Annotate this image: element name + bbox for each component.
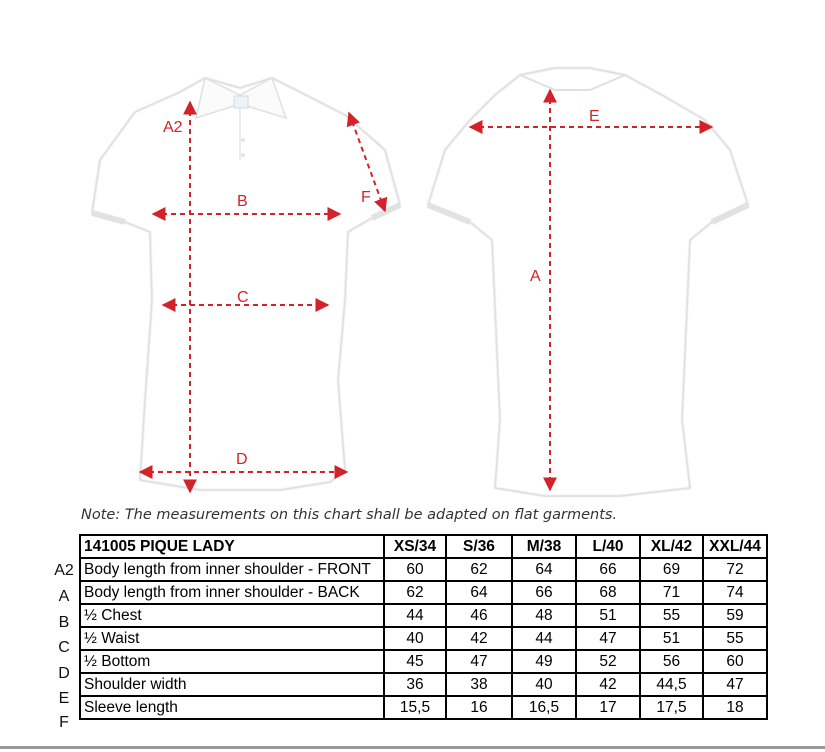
size-value: 48 (512, 604, 576, 627)
size-value: 66 (512, 581, 576, 604)
table-row (80, 581, 767, 604)
label-b: B (237, 193, 248, 210)
size-value: 64 (446, 581, 512, 604)
size-value: 36 (384, 673, 446, 696)
size-value: 17,5 (640, 696, 703, 719)
label-d: D (236, 451, 248, 468)
label-f: F (361, 189, 371, 206)
table-row (80, 696, 767, 719)
size-chart-table (79, 534, 768, 720)
size-header: L/40 (576, 535, 640, 558)
row-code: C (58, 639, 70, 656)
size-value: 38 (446, 673, 512, 696)
table-header-row (80, 535, 767, 558)
front-polo-shirt (92, 78, 400, 490)
size-value: 51 (640, 627, 703, 650)
measurement-label: Body length from inner shoulder - BACK (80, 581, 384, 604)
back-polo-shirt (428, 68, 748, 496)
size-value: 59 (703, 604, 767, 627)
size-value: 46 (446, 604, 512, 627)
size-value: 64 (512, 558, 576, 581)
row-code: A (58, 588, 70, 605)
row-code: D (58, 665, 70, 682)
bottom-rule (0, 746, 825, 749)
table-row (80, 673, 767, 696)
size-value: 44,5 (640, 673, 703, 696)
size-value: 16,5 (512, 696, 576, 719)
size-value: 69 (640, 558, 703, 581)
table-row (80, 650, 767, 673)
size-value: 47 (446, 650, 512, 673)
size-header: M/38 (512, 535, 576, 558)
size-value: 52 (576, 650, 640, 673)
size-value: 68 (576, 581, 640, 604)
size-value: 74 (703, 581, 767, 604)
size-value: 51 (576, 604, 640, 627)
label-a: A (530, 268, 541, 285)
size-value: 72 (703, 558, 767, 581)
table-row (80, 627, 767, 650)
size-value: 47 (703, 673, 767, 696)
measurement-label: ½ Chest (80, 604, 384, 627)
size-value: 15,5 (384, 696, 446, 719)
size-value: 17 (576, 696, 640, 719)
size-value: 66 (576, 558, 640, 581)
size-value: 62 (446, 558, 512, 581)
size-header: S/36 (446, 535, 512, 558)
size-value: 60 (384, 558, 446, 581)
row-code: A2 (54, 562, 74, 579)
measurement-label: ½ Waist (80, 627, 384, 650)
row-code: B (58, 614, 70, 631)
size-value: 44 (384, 604, 446, 627)
size-value: 45 (384, 650, 446, 673)
measurement-label: Shoulder width (80, 673, 384, 696)
table-row (80, 558, 767, 581)
size-header: XL/42 (640, 535, 703, 558)
size-value: 18 (703, 696, 767, 719)
measurement-label: ½ Bottom (80, 650, 384, 673)
size-value: 16 (446, 696, 512, 719)
size-value: 44 (512, 627, 576, 650)
size-value: 55 (703, 627, 767, 650)
size-header: XS/34 (384, 535, 446, 558)
size-value: 71 (640, 581, 703, 604)
size-value: 62 (384, 581, 446, 604)
label-e: E (589, 108, 600, 125)
row-code: E (58, 690, 70, 707)
size-value: 60 (703, 650, 767, 673)
size-value: 56 (640, 650, 703, 673)
size-value: 55 (640, 604, 703, 627)
size-value: 42 (576, 673, 640, 696)
measurement-label: Sleeve length (80, 696, 384, 719)
size-value: 42 (446, 627, 512, 650)
size-header: XXL/44 (703, 535, 767, 558)
label-c: C (237, 289, 249, 306)
table-title: 141005 PIQUE LADY (80, 535, 384, 558)
label-a2: A2 (163, 119, 183, 136)
row-code: F (59, 714, 69, 731)
size-value: 40 (384, 627, 446, 650)
table-row (80, 604, 767, 627)
measurement-label: Body length from inner shoulder - FRONT (80, 558, 384, 581)
measurement-note: Note: The measurements on this chart shall be adapted on flat garments. (81, 507, 618, 523)
size-value: 49 (512, 650, 576, 673)
size-value: 47 (576, 627, 640, 650)
size-value: 40 (512, 673, 576, 696)
